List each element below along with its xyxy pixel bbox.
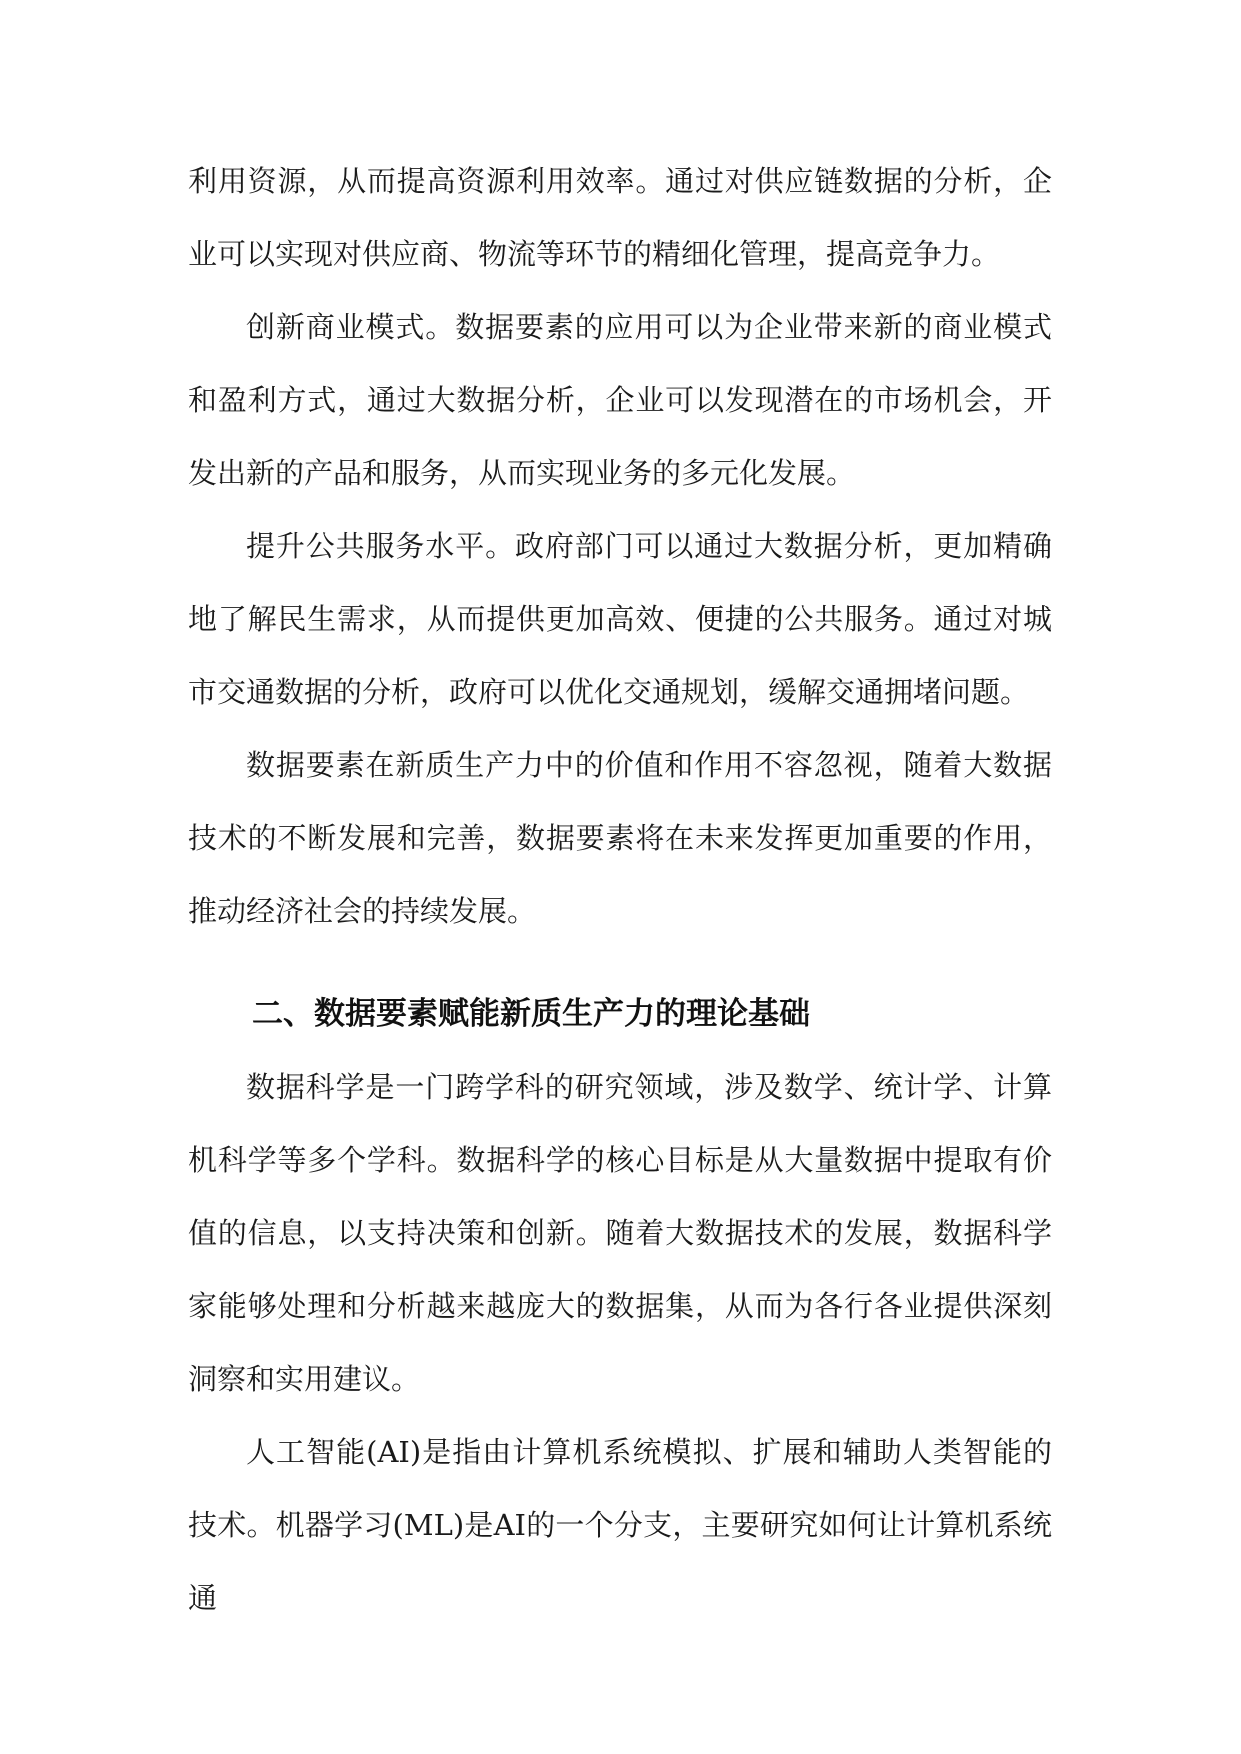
paragraph-resource-efficiency: 利用资源，从而提高资源利用效率。通过对供应链数据的分析，企业可以实现对供应商、物流等环节的精细化管理，提高竞争力。 [188,164,1052,271]
document-body [188,145,1052,1635]
paragraph-public-service: 提升公共服务水平。政府部门可以通过大数据分析，更加精确地了解民生需求，从而提供更加高效、便捷的公共服务。通过对城市交通数据的分析，政府可以优化交通规划，缓解交通拥堵问题。 [188,529,1052,709]
paragraph-data-science: 数据科学是一门跨学科的研究领域，涉及数学、统计学、计算机科学等多个学科。数据科学的核心目标是从大量数据中提取有价值的信息，以支持决策和创新。随着大数据技术的发展，数据科学家能够处理和分析越来越庞大的数据集，从而为各行各业提供深刻洞察和实用建议。 [188,1070,1052,1396]
section-heading: 二、数据要素赋能新质生产力的理论基础 [252,996,810,1032]
paragraph-artificial-intelligence: 人工智能(AI)是指由计算机系统模拟、扩展和辅助人类智能的技术。机器学习(ML)是AI的一个分支，主要研究如何让计算机系统通 [188,1435,1052,1615]
paragraph-business-model: 创新商业模式。数据要素的应用可以为企业带来新的商业模式和盈利方式，通过大数据分析，企业可以发现潜在的市场机会，开发出新的产品和服务，从而实现业务的多元化发展。 [188,310,1052,490]
paragraph-value-summary: 数据要素在新质生产力中的价值和作用不容忽视，随着大数据技术的不断发展和完善，数据要素将在未来发挥更加重要的作用，推动经济社会的持续发展。 [188,748,1052,928]
